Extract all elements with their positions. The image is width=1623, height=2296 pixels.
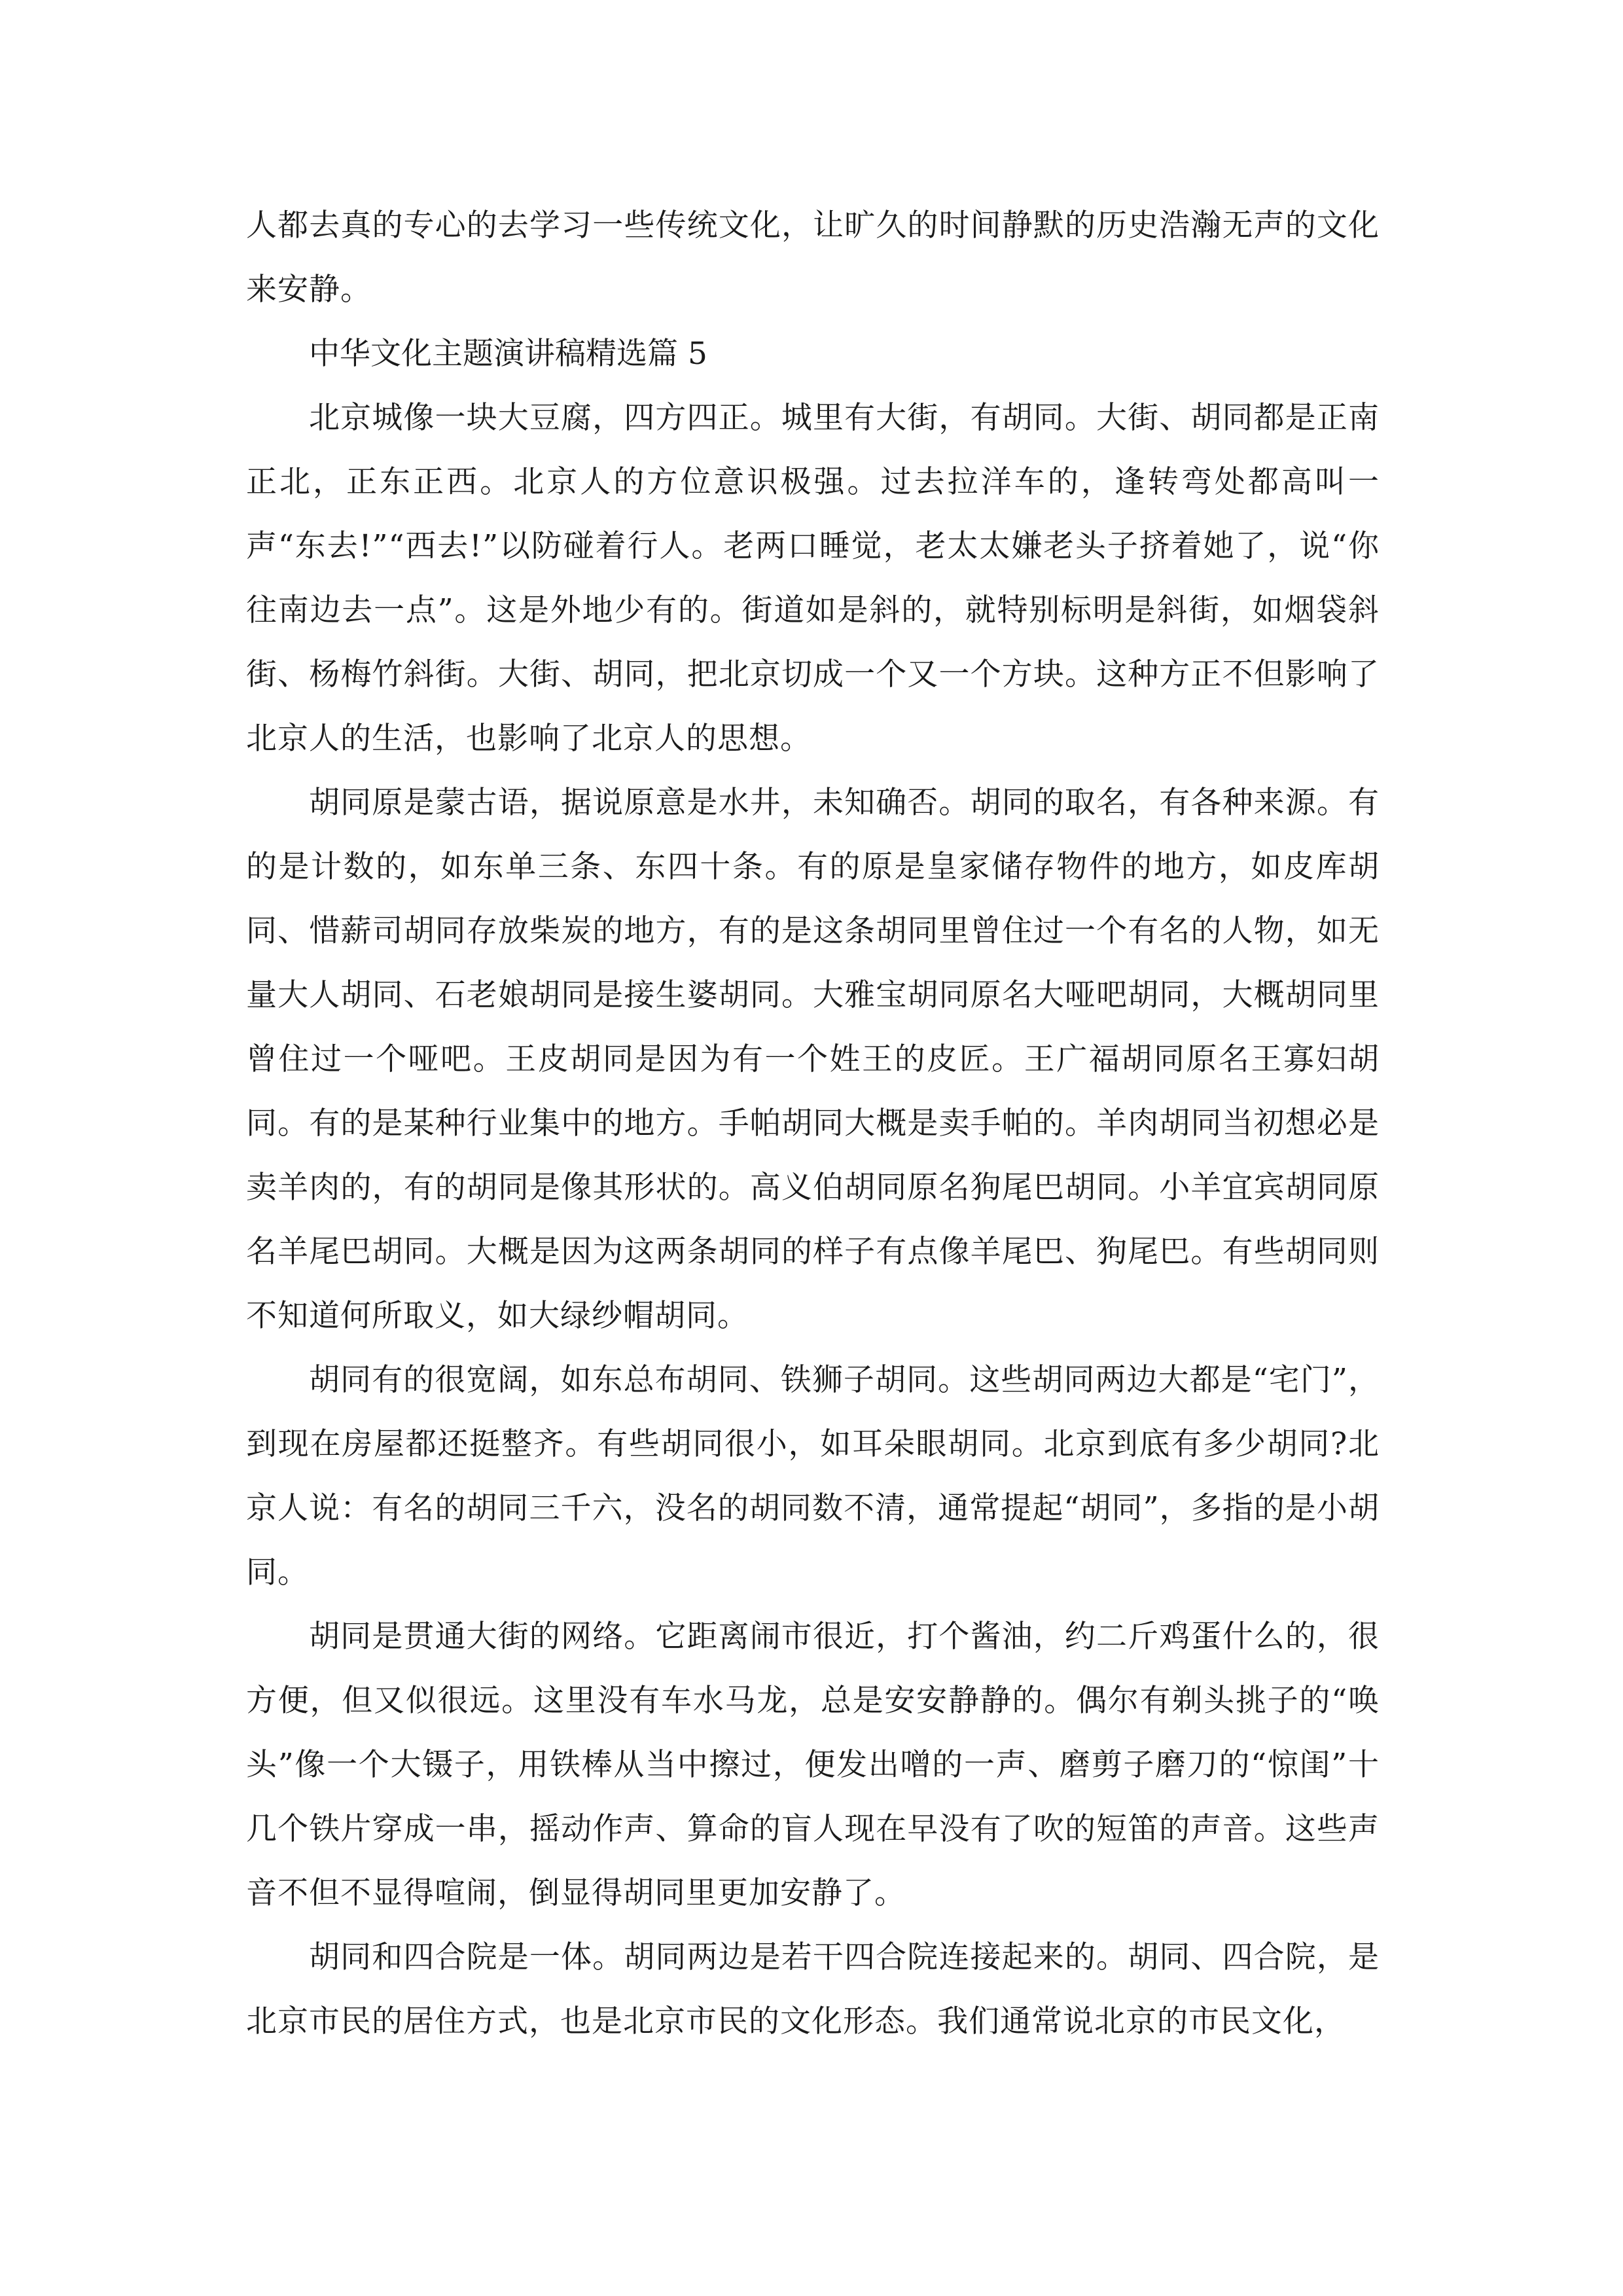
section-heading: 中华文化主题演讲稿精选篇 5 — [309, 336, 707, 372]
document-page — [246, 194, 1380, 2054]
body-paragraph: 胡同有的很宽阔，如东总布胡同、铁狮子胡同。这些胡同两边大都是“宅门”，到现在房屋都还挺整齐。有些胡同很小，如耳朵眼胡同。北京到底有多少胡同?北京人说：有名的胡同三千六，没名的胡同数不清，通常提起“胡同”，多指的是小胡同。 — [246, 1362, 1380, 1590]
continuation-paragraph: 人都去真的专心的去学习一些传统文化，让旷久的时间静默的历史浩瀚无声的文化来安静。 — [246, 207, 1380, 308]
body-paragraph: 胡同是贯通大街的网络。它距离闹市很近，打个酱油，约二斤鸡蛋什么的，很方便，但又似很远。这里没有车水马龙，总是安安静静的。偶尔有剃头挑子的“唤头”像一个大镊子，用铁棒从当中擦过，便发出噌的一声、磨剪子磨刀的“惊闺”十几个铁片穿成一串，摇动作声、算命的盲人现在早没有了吹的短笛的声音。这些声音不但不显得喧闹，倒显得胡同里更加安静了。 — [246, 1619, 1380, 1911]
body-paragraph: 北京城像一块大豆腐，四方四正。城里有大街，有胡同。大街、胡同都是正南正北，正东正西。北京人的方位意识极强。过去拉洋车的，逢转弯处都高叫一声“东去!”“西去!”以防碰着行人。老两口睡觉，老太太嫌老头子挤着她了，说“你往南边去一点”。这是外地少有的。街道如是斜的，就特别标明是斜街，如烟袋斜街、杨梅竹斜街。大街、胡同，把北京切成一个又一个方块。这种方正不但影响了北京人的生活，也影响了北京人的思想。 — [246, 400, 1380, 757]
body-paragraph: 胡同原是蒙古语，据说原意是水井，未知确否。胡同的取名，有各种来源。有的是计数的，如东单三条、东四十条。有的原是皇家储存物件的地方，如皮库胡同、惜薪司胡同存放柴炭的地方，有的是这条胡同里曾住过一个有名的人物，如无量大人胡同、石老娘胡同是接生婆胡同。大雅宝胡同原名大哑吧胡同，大概胡同里曾住过一个哑吧。王皮胡同是因为有一个姓王的皮匠。王广福胡同原名王寡妇胡同。有的是某种行业集中的地方。手帕胡同大概是卖手帕的。羊肉胡同当初想必是卖羊肉的，有的胡同是像其形状的。高义伯胡同原名狗尾巴胡同。小羊宜宾胡同原名羊尾巴胡同。大概是因为这两条胡同的样子有点像羊尾巴、狗尾巴。有些胡同则不知道何所取义，如大绿纱帽胡同。 — [246, 785, 1380, 1334]
body-paragraph: 胡同和四合院是一体。胡同两边是若干四合院连接起来的。胡同、四合院，是北京市民的居住方式，也是北京市民的文化形态。我们通常说北京的市民文化， — [246, 1939, 1380, 2039]
